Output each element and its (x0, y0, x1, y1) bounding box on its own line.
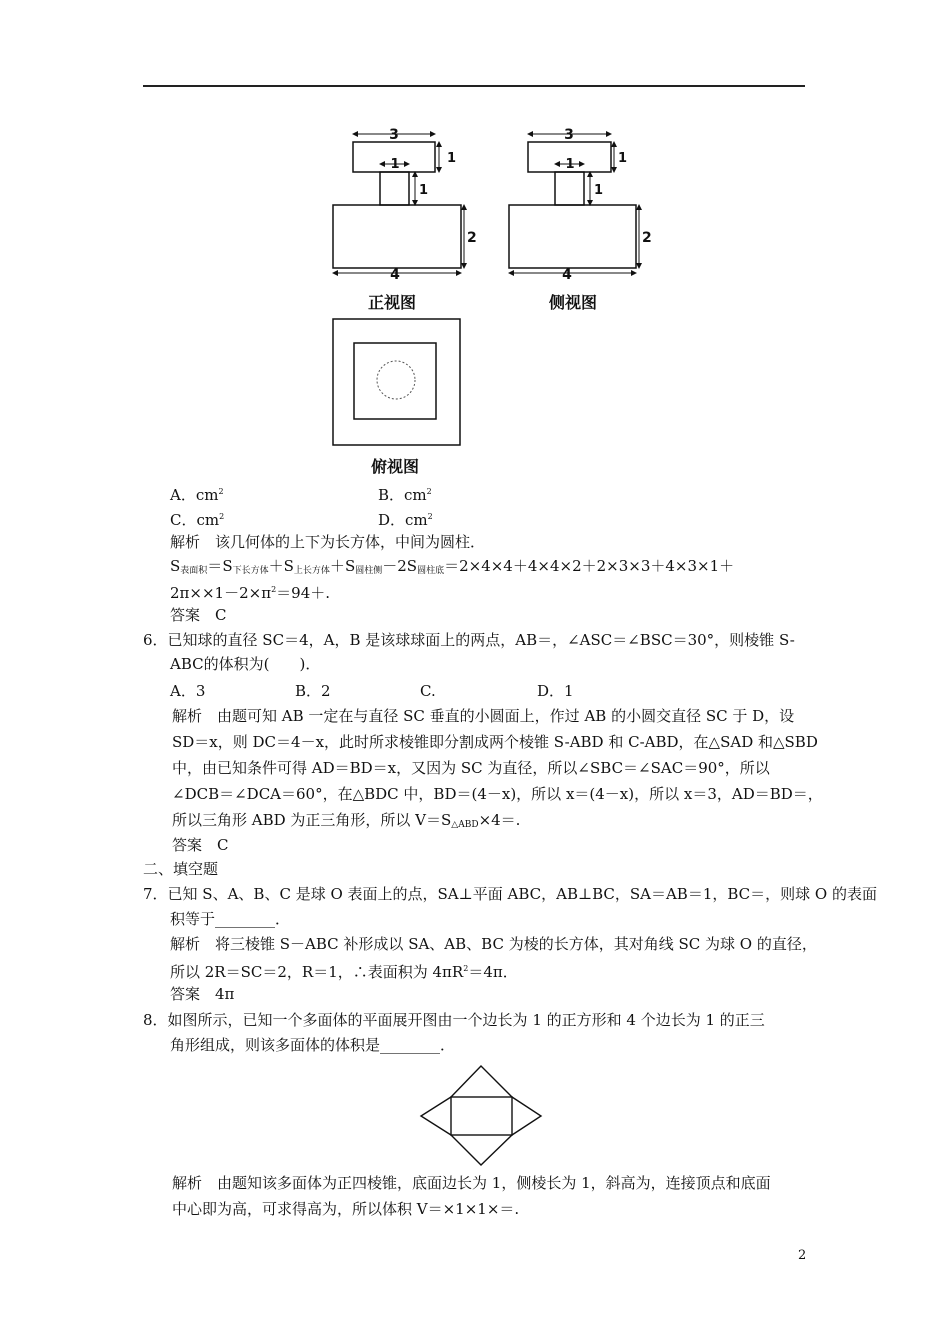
svg-text:1: 1 (594, 183, 604, 198)
front-view-figure (325, 122, 485, 290)
svg-text:2: 2 (642, 230, 652, 246)
q6-option-b: B．2 (295, 682, 331, 700)
q5-option-b: B．$cm^2$ (378, 486, 432, 504)
svg-text:4: 4 (390, 267, 400, 283)
q6-answer: 答案 C (172, 836, 229, 854)
q5-option-d: D．$cm^2$ (378, 511, 433, 529)
q5-formula-line2: $2\pi\times\times 1-2\times\pi^2=94+$. (170, 584, 331, 602)
q6-analysis-line3: 中，由已知条件可得 AD＝BD＝x，又因为 SC 为直径，所以∠SBC＝∠SAC＝90°，所以 (172, 759, 770, 777)
front-view-caption: 正视图 (368, 293, 417, 312)
net-figure (418, 1064, 544, 1168)
q5-answer: 答案 C (170, 606, 227, 624)
q5-option-a: A．$cm^2$ (170, 486, 224, 504)
q6-stem-line2: ABC的体积为( )． (170, 655, 321, 673)
svg-text:1: 1 (618, 151, 628, 166)
svg-text:3: 3 (389, 127, 399, 143)
q7-answer: 答案 4π (170, 985, 235, 1003)
q6-option-d: D．1 (537, 682, 574, 700)
section-heading: 二、填空题 (143, 860, 219, 878)
q5-formula: $S_{表面积}=S_{下长方体}+S_{上长方体}+S_{圆柱侧}-2S_{圆柱底}=2\times 4\times 4+4\times 4\times 2+2\times 3\times 3+4\times 3\times 1+$ (170, 557, 735, 576)
q5-option-c: C．$cm^2$ (170, 511, 225, 529)
side-view-caption: 侧视图 (549, 293, 598, 312)
q8-stem-line1: 8．如图所示，已知一个多面体的平面展开图由一个边长为 1 的正方形和 4 个边长为 1 的正三 (143, 1011, 765, 1029)
q6-analysis-line5: 所以三角形 ABD 为正三角形，所以 $V=S_{\triangle ABD}\times 4=$. (172, 811, 521, 830)
q6-analysis-line4: ∠DCB＝∠DCA＝60°，在△BDC 中，BD＝(4－x)，所以 x＝(4－x)，所以 x＝3，AD＝BD＝， (172, 785, 823, 803)
svg-text:1: 1 (447, 151, 457, 166)
header-rule (143, 85, 805, 87)
q8-analysis-line1: 解析 由题知该多面体为正四棱锥，底面边长为 1，侧棱长为 1，斜高为，连接顶点和底面 (172, 1174, 771, 1192)
q7-stem-line2: 积等于________． (170, 910, 291, 928)
svg-text:2: 2 (467, 230, 477, 246)
page-number: 2 (798, 1248, 807, 1263)
q7-analysis-line2: 所以 2R＝SC＝2，R＝1，∴表面积为 $4\pi R^2=4\pi$． (170, 963, 518, 981)
q8-analysis-line2: 中心即为高，可求得高为，所以体积 V＝×1×1×＝. (172, 1200, 520, 1218)
q6-option-c: C. (420, 682, 436, 700)
svg-text:1: 1 (390, 157, 400, 172)
q6-analysis-line1: 解析 由题可知 AB 一定在与直径 SC 垂直的小圆面上，作过 AB 的小圆交直径 SC 于 D，设 (172, 707, 795, 725)
q6-analysis-line2: SD＝x，则 DC＝4－x，此时所求棱锥即分割成两个棱锥 S-ABD 和 C-ABD，在△SAD 和△SBD (172, 733, 818, 751)
top-view-figure (330, 316, 464, 448)
svg-text:4: 4 (562, 267, 572, 283)
side-view-figure (500, 122, 660, 290)
top-view-caption: 俯视图 (371, 457, 420, 476)
svg-text:3: 3 (564, 127, 574, 143)
svg-text:1: 1 (419, 183, 429, 198)
q7-stem-line1: 7．已知 S、A、B、C 是球 O 表面上的点，SA⊥平面 ABC，AB⊥BC，SA＝AB＝1，BC＝，则球 O 的表面 (143, 885, 877, 903)
q8-stem-line2: 角形组成，则该多面体的体积是________． (170, 1036, 456, 1054)
q6-option-a: A．3 (170, 682, 206, 700)
q5-analysis: 解析 该几何体的上下为长方体，中间为圆柱． (170, 533, 486, 551)
svg-text:1: 1 (565, 157, 575, 172)
cylinder-outline (377, 361, 415, 399)
q6-stem-line1: 6．已知球的直径 SC＝4，A，B 是该球球面上的两点，AB＝，∠ASC＝∠BSC＝30°，则棱锥 S- (143, 631, 795, 649)
q7-analysis-line1: 解析 将三棱锥 S－ABC 补形成以 SA、AB、BC 为棱的长方体，其对角线 SC 为球 O 的直径， (170, 935, 817, 953)
